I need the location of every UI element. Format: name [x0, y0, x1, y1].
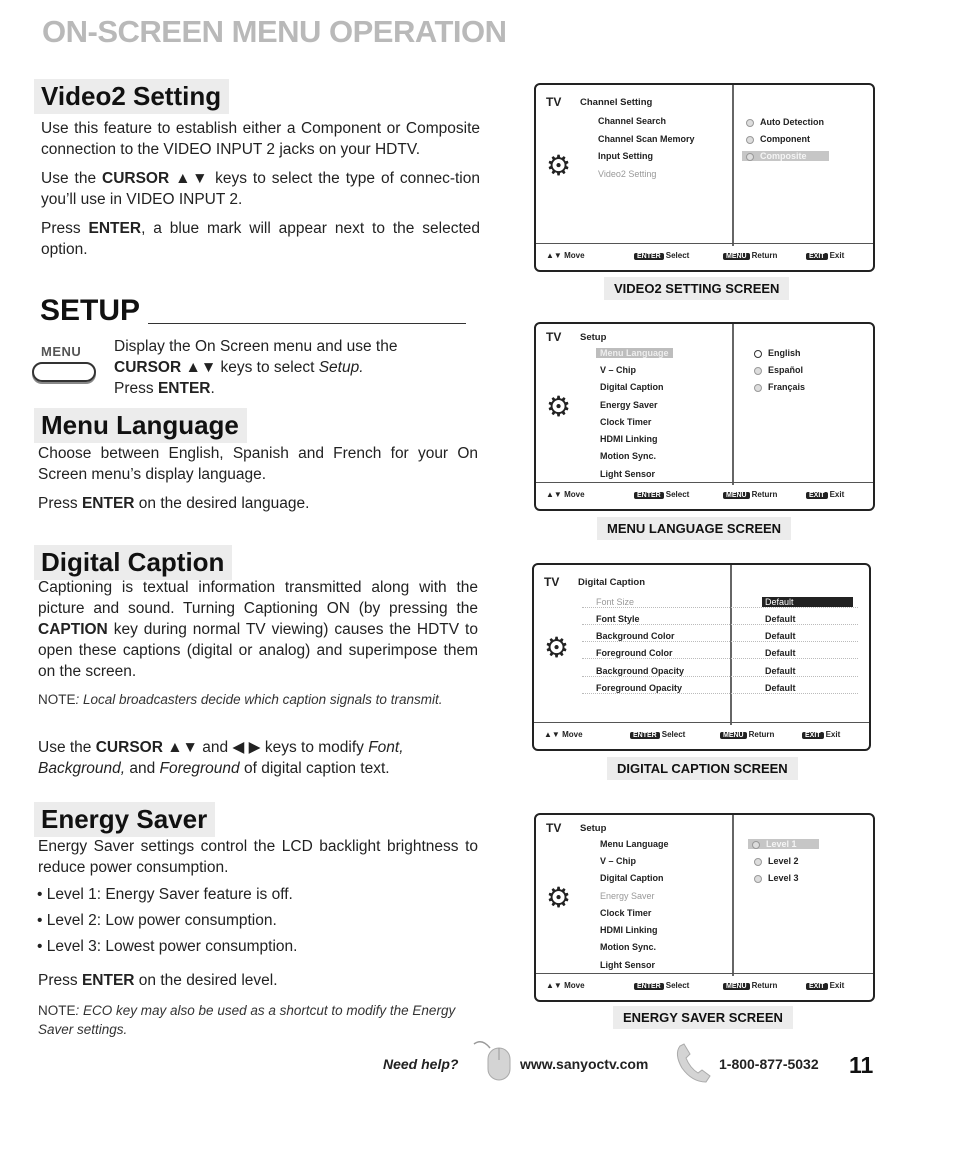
energy-saver-screen [534, 813, 875, 1002]
digital-caption-note: NOTE: Local broadcasters decide which caption signals to transmit. [38, 692, 443, 707]
energy-saver-note: NOTE: ECO key may also be used as a shortcut to modify the Energy Saver settings. [38, 1003, 456, 1037]
screen-footer [536, 482, 873, 509]
menu-item: Digital Caption [600, 382, 664, 392]
digital-caption-heading: Digital Caption [34, 545, 232, 580]
move-hint: ▲▼ Move [546, 490, 585, 499]
menu-heading: Setup [580, 823, 607, 834]
caption-row: Background Opacity Default [582, 666, 858, 677]
menu-key-icon: MENU [32, 344, 102, 386]
video2-screen-caption: VIDEO2 SETTING SCREEN [604, 277, 789, 300]
option-level-3: Level 3 [754, 873, 799, 883]
video2-paragraph-1: Use this feature to establish either a Component or Composite connection to the VIDEO INPUT 2 jacks on your HDTV. [41, 120, 480, 158]
menu-item: V – Chip [600, 856, 637, 866]
menu-item: Motion Sync. [600, 451, 656, 461]
setup-figure-icon: ⚙ [544, 632, 570, 663]
setup-figure-icon: ⚙ [546, 150, 572, 181]
menu-item: Motion Sync. [600, 942, 656, 952]
energy-saver-heading: Energy Saver [34, 802, 215, 837]
setup-figure-icon: ⚙ [546, 391, 572, 422]
menu-language-screen-caption: MENU LANGUAGE SCREEN [597, 517, 791, 540]
move-hint: ▲▼ Move [544, 730, 583, 739]
digital-caption-body [38, 577, 478, 690]
caption-row: Background Color Default [582, 631, 858, 642]
return-hint: MENU Return [723, 981, 777, 990]
option-level-2: Level 2 [754, 856, 799, 866]
digital-caption-screen [532, 563, 871, 751]
option-espanol: Español [754, 365, 803, 375]
tv-label: TV [546, 330, 562, 344]
menu-item: Energy Saver [600, 400, 658, 410]
energy-saver-paragraph-2: Press ENTER on the desired level. [38, 972, 278, 989]
menu-item: Clock Timer [600, 908, 652, 918]
menu-item: Light Sensor [600, 469, 656, 479]
option-composite: Composite [742, 151, 829, 161]
phone-number: 1-800-877-5032 [719, 1056, 819, 1072]
screen-footer [536, 973, 873, 1000]
return-hint: MENU Return [720, 730, 774, 739]
tv-label: TV [546, 95, 562, 109]
caption-row: Foreground Opacity Default [582, 683, 858, 694]
menu-item-selected: Energy Saver [600, 891, 655, 901]
menu-heading: Setup [580, 332, 607, 343]
menu-item: Digital Caption [600, 873, 664, 883]
move-hint: ▲▼ Move [546, 981, 585, 990]
option-english: English [754, 348, 801, 358]
mouse-icon [470, 1038, 514, 1084]
list-item: • Level 2: Low power consumption. [37, 912, 277, 929]
caption-row: Font Size Default [582, 597, 858, 608]
select-hint: ENTER Select [634, 251, 689, 260]
video2-paragraph-2: Use the CURSOR ▲▼ keys to select the type of connec-tion you’ll use in VIDEO INPUT 2. [41, 170, 480, 208]
menu-heading: Channel Setting [580, 97, 653, 108]
move-hint: ▲▼ Move [546, 251, 585, 260]
option-francais: Français [754, 382, 805, 392]
page-title: ON-SCREEN MENU OPERATION [42, 14, 507, 49]
exit-hint: EXIT Exit [806, 981, 844, 990]
menu-item: HDMI Linking [600, 434, 658, 444]
menu-language-screen [534, 322, 875, 511]
exit-hint: EXIT Exit [802, 730, 840, 739]
need-help-label: Need help? [383, 1056, 459, 1072]
website-link[interactable]: www.sanyoctv.com [520, 1056, 649, 1072]
digital-caption-paragraph-2: Use the CURSOR ▲▼ and ◀ ▶ keys to modify Font, Background, and Foreground of digital caption text. [38, 739, 404, 777]
menu-item: HDMI Linking [600, 925, 658, 935]
exit-hint: EXIT Exit [806, 251, 844, 260]
menu-item: Channel Scan Memory [598, 134, 695, 144]
screen-footer [536, 243, 873, 270]
menu-item-selected: Video2 Setting [598, 169, 657, 179]
menu-item: Channel Search [598, 116, 667, 126]
return-hint: MENU Return [723, 490, 777, 499]
select-hint: ENTER Select [634, 490, 689, 499]
tv-label: TV [546, 821, 562, 835]
select-hint: ENTER Select [634, 981, 689, 990]
setup-heading: SETUP [40, 294, 141, 327]
setup-instructions: Display the On Screen menu and use the CURSOR ▲▼ keys to select Setup. Press ENTER. [114, 338, 398, 397]
digital-caption-screen-caption: DIGITAL CAPTION SCREEN [607, 757, 798, 780]
option-level-1: Level 1 [748, 839, 819, 849]
setup-figure-icon: ⚙ [546, 882, 572, 913]
tv-label: TV [544, 575, 560, 589]
menu-item-selected: Menu Language [596, 348, 673, 358]
energy-saver-paragraph-1: Energy Saver settings control the LCD backlight brightness to reduce power consumption. [38, 838, 478, 876]
video2-paragraph-3: Press ENTER, a blue mark will appear next to the selected option. [41, 220, 480, 258]
menu-language-heading: Menu Language [34, 408, 247, 443]
menu-item: Clock Timer [600, 417, 652, 427]
menu-heading: Digital Caption [578, 577, 646, 588]
video2-setting-screen [534, 83, 875, 272]
menu-item: V – Chip [600, 365, 637, 375]
caption-row: Font Style Default [582, 614, 858, 625]
menu-item: Input Setting [598, 151, 653, 161]
energy-saver-screen-caption: ENERGY SAVER SCREEN [613, 1006, 793, 1029]
list-item: • Level 1: Energy Saver feature is off. [37, 886, 293, 903]
page-number: 11 [849, 1052, 874, 1078]
menu-item: Menu Language [600, 839, 669, 849]
menu-language-paragraph-1: Choose between English, Spanish and French for your On Screen menu’s display language. [38, 445, 478, 483]
video2-body [41, 118, 480, 268]
phone-icon [672, 1040, 716, 1086]
select-hint: ENTER Select [630, 730, 685, 739]
menu-item: Light Sensor [600, 960, 656, 970]
menu-language-paragraph-2: Press ENTER on the desired language. [38, 495, 310, 512]
caption-row: Foreground Color Default [582, 648, 858, 659]
menu-language-body [38, 443, 478, 522]
energy-saver-levels [37, 882, 477, 960]
option-auto-detection: Auto Detection [746, 117, 824, 127]
return-hint: MENU Return [723, 251, 777, 260]
setup-rule [148, 323, 466, 324]
video2-heading: Video2 Setting [34, 79, 229, 114]
digital-caption-paragraph-1: Captioning is textual information transmitted along with the picture and sound. Turning Captioning ON (by pressing the CAPTION key during normal TV viewing) causes the HDTV to open these captions (digital or analog) and superimpose them on the screen. [38, 579, 478, 680]
screen-footer [534, 722, 869, 749]
option-component: Component [746, 134, 810, 144]
exit-hint: EXIT Exit [806, 490, 844, 499]
list-item: • Level 3: Lowest power consumption. [37, 938, 298, 955]
